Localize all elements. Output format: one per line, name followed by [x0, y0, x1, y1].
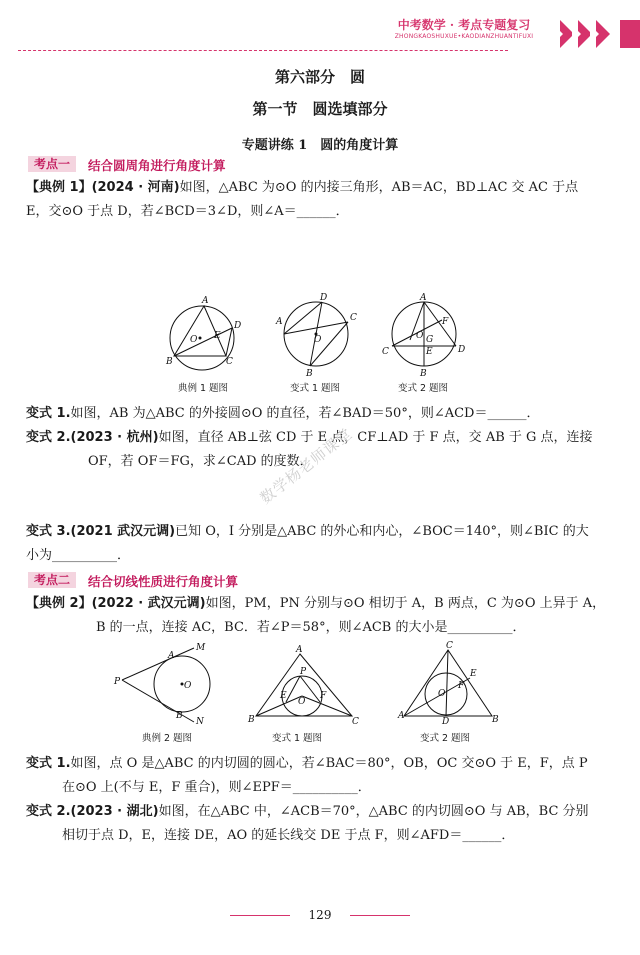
figure-caption: 典例 2 题图 — [141, 733, 193, 744]
svg-text:B: B — [492, 715, 499, 725]
svg-text:O: O — [314, 335, 322, 345]
svg-text:B: B — [306, 369, 313, 379]
svg-text:E: E — [470, 669, 477, 679]
svg-text:B: B — [420, 369, 427, 379]
lecture-title: 专题讲练 1 圆的角度计算 — [241, 138, 399, 153]
variation-text: 如图，AB 为△ABC 的外接圆⊙O 的直径，若∠BAD＝50°，则∠ACD＝______． — [70, 406, 540, 421]
svg-text:G: G — [426, 335, 434, 345]
variation-2-2 — [26, 800, 616, 848]
svg-text:C: C — [352, 717, 359, 727]
svg-text:B: B — [248, 715, 255, 725]
svg-text:P: P — [300, 667, 307, 677]
example-1 — [26, 176, 616, 224]
running-header — [376, 18, 552, 48]
svg-text:D: D — [320, 293, 328, 303]
topic-title: 结合圆周角进行角度计算 — [88, 158, 226, 173]
svg-text:B: B — [166, 357, 173, 367]
svg-text:O: O — [438, 689, 446, 699]
svg-text:A: A — [420, 293, 427, 303]
svg-text:F: F — [442, 317, 449, 327]
topic-tag: 考点二 — [28, 572, 76, 588]
svg-text:D: D — [234, 321, 242, 331]
example-label: 【典例 1】(2024 · 河南) — [26, 180, 180, 195]
example-text: 如图，△ABC 为⊙O 的内接三角形，AB＝AC，BD⊥AC 交 AC 于点 — [179, 180, 579, 195]
svg-text:A: A — [202, 296, 209, 306]
example-text: 如图，PM，PN 分别与⊙O 相切于 A，B 两点，C 为⊙O 上异于 A， — [205, 596, 606, 611]
variation-text: 如图，在△ABC 中，∠ACB＝70°，△ABC 的内切圆⊙O 与 AB，BC 分别 — [158, 804, 589, 819]
svg-text:E: E — [280, 691, 287, 701]
running-header-title: 中考数学 · 考点专题复习 — [397, 18, 531, 32]
svg-text:C: C — [446, 641, 453, 651]
variation-label: 变式 1. — [26, 756, 71, 771]
variation-text: 在⊙O 上(不与 E，F 重合)，则∠EPF＝__________． — [62, 780, 371, 795]
variation-label: 变式 3.(2021 武汉元调) — [26, 524, 176, 539]
example-label: 【典例 2】(2022 · 武汉元调) — [26, 596, 206, 611]
figure-variation-2 — [380, 290, 470, 380]
svg-text:O: O — [190, 335, 198, 345]
figure-example-2 — [112, 642, 222, 726]
running-header-subtitle: ZHONGKAOSHUXUE•KAODIANZHUANTIFUXI — [394, 33, 534, 40]
variation-text: 小为__________． — [26, 548, 131, 563]
svg-text:D: D — [458, 345, 466, 355]
variation-2-1 — [26, 752, 616, 800]
figure-caption: 变式 1 题图 — [289, 383, 341, 394]
variation-label: 变式 2.(2023 · 杭州) — [26, 430, 159, 445]
svg-text:B: B — [176, 711, 183, 721]
variation-label: 变式 1. — [26, 406, 71, 421]
svg-text:O: O — [416, 331, 424, 341]
watermark-text: 数学杨老师课堂 — [256, 424, 356, 508]
header-side-bar — [620, 20, 640, 48]
svg-text:A: A — [296, 645, 303, 655]
variation-text: 相切于点 D，E，连接 DE，AO 的延长线交 DE 于点 F，则∠AFD＝______． — [62, 828, 515, 843]
header-dashed-line — [18, 50, 508, 51]
variation-text: 如图，直径 AB⊥弦 CD 于 E 点，CF⊥AD 于 F 点，交 AB 于 G 点，连接 — [158, 430, 593, 445]
svg-text:F: F — [320, 691, 327, 701]
figure-variation-2-1 — [248, 646, 358, 726]
chevron-decoration-icon — [596, 20, 610, 48]
topic-tag: 考点一 — [28, 156, 76, 172]
variation-1-1 — [26, 402, 616, 426]
svg-text:C: C — [226, 357, 233, 367]
figure-caption: 变式 1 题图 — [271, 733, 323, 744]
section-title: 第一节 圆选填部分 — [252, 100, 388, 118]
figure-caption: 典例 1 题图 — [177, 383, 229, 394]
svg-text:A: A — [398, 711, 405, 721]
page-number: 129 — [308, 908, 332, 922]
svg-text:P: P — [114, 677, 121, 687]
svg-text:A: A — [168, 651, 175, 661]
figure-example-1 — [160, 290, 250, 380]
example-text: E，交⊙O 于点 D，若∠BCD＝3∠D，则∠A＝______． — [26, 204, 349, 219]
svg-text:F: F — [458, 681, 465, 691]
svg-text:A: A — [276, 317, 283, 327]
variation-text: OF，若 OF＝FG，求∠CAD 的度数． — [88, 454, 313, 469]
svg-text:D: D — [442, 717, 450, 727]
part-title: 第六部分 圆 — [274, 68, 365, 86]
svg-text:O: O — [184, 681, 192, 691]
example-text: B 的一点，连接 AC，BC．若∠P＝58°，则∠ACB 的大小是__________． — [96, 620, 526, 635]
svg-text:O: O — [298, 697, 306, 707]
variation-1-3 — [26, 520, 616, 568]
svg-text:E: E — [426, 347, 433, 357]
topic-title: 结合切线性质进行角度计算 — [88, 574, 239, 589]
figure-caption: 变式 2 题图 — [397, 383, 449, 394]
variation-label: 变式 2.(2023 · 湖北) — [26, 804, 159, 819]
svg-text:C: C — [350, 313, 357, 323]
svg-text:E: E — [214, 331, 221, 341]
variation-text: 已知 O，I 分别是△ABC 的外心和内心，∠BOC＝140°，则∠BIC 的大 — [175, 524, 589, 539]
svg-text:M: M — [196, 643, 206, 653]
example-2 — [26, 592, 616, 640]
svg-text:C: C — [382, 347, 389, 357]
figure-variation-2-2 — [398, 641, 499, 728]
variation-text: 如图，点 O 是△ABC 的内切圆的圆心，若∠BAC＝80°，OB，OC 交⊙O 于 E，F，点 P — [70, 756, 588, 771]
figure-caption: 变式 2 题图 — [419, 733, 471, 744]
figure-variation-1 — [270, 290, 360, 380]
svg-text:N: N — [196, 717, 204, 727]
